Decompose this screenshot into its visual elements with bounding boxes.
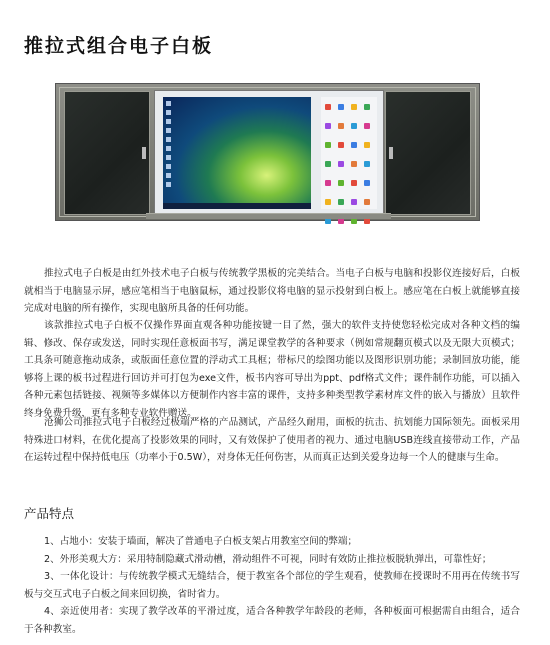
intro-paragraph-1: 推拉式电子白板是由红外技术电子白板与传统教学黑板的完美结合。当电子白板与电脑和投影仪连接好后，白板就相当于电脑显示屏，感应笔相当于电脑鼠标，通过投影仪将电脑的显示投射到白板上。感应笔在白板上就能够直接完成对电脑的所有操作，实现电脑所具备的任何功能。 <box>24 268 520 314</box>
panel-handle <box>142 147 146 159</box>
left-chalkboard-panel <box>64 91 150 215</box>
features-heading: 产品特点 <box>24 506 75 521</box>
desktop-wallpaper <box>163 97 311 209</box>
desktop-icons <box>166 101 172 191</box>
feature-item: 2、外形美观大方：采用特制隐藏式滑动槽，滑动组件不可视，同时有效防止推拉板脱轨弹出，可靠性好； <box>44 554 492 565</box>
feature-item: 1、占地小：安装于墙面，解决了普通电子白板支架占用教室空间的弊端； <box>44 536 358 547</box>
chalk-tray <box>146 213 391 219</box>
feature-item: 3、一体化设计：与传统教学模式无缝结合，便于教室各个部位的学生观看，使教师在授课时不用再在传统书写板与交互式电子白板之间来回切换，省时省力。 <box>24 571 520 600</box>
intro-paragraph-3: 沧狮公司推拉式电子白板经过极端严格的产品测试，产品经久耐用，面板的抗击、抗划能力国际领先。面板采用特殊进口材料，在优化提高了投影效果的同时，又有效保护了使用者的视力、通过电脑USB连线直接带动工作，产品在运转过程中保持低电压（功率小于0.5W），对身体无任何伤害，从而真正达到关爱身边每一个人的健康与生命。 <box>24 417 520 463</box>
panel-handle <box>389 147 393 159</box>
right-chalkboard-panel <box>385 91 471 215</box>
taskbar <box>163 203 311 209</box>
page-title: 推拉式组合电子白板 <box>24 35 214 57</box>
software-toolbar <box>321 97 377 209</box>
interactive-screen <box>154 90 384 216</box>
intro-paragraph-2: 该款推拉式电子白板不仅操作界面直观各种功能按键一目了然，强大的软件支持使您轻松完成对各种文档的编辑、修改、保存或发送，同时实现任意板面书写，满足课堂教学的各种要求（例如常规翻页模式以及无限大页模式；工具条可随意拖动成条，或版面任意位置的浮动式工具框；带标尺的绘图功能以及图形识别功能；录制回放功能，能够将上课的板书过程进行回访并可打包为exe文件，板书内容可导出为ppt、pdf格式文件；课件制作功能，可以插入各种元素包括链接、视频等多媒体以方便制作内容丰富的课件，支持多种类型教学素材库文件的嵌入与播放）且软件终身免费升级，更有多种专业软件赠送。 <box>24 320 520 419</box>
feature-item: 4、亲近使用者：实现了教学改革的平滑过度，适合各种教学年龄段的老师，各种板面可根据需自由组合，适合于各种教室。 <box>24 606 520 635</box>
whiteboard-image <box>55 83 480 221</box>
